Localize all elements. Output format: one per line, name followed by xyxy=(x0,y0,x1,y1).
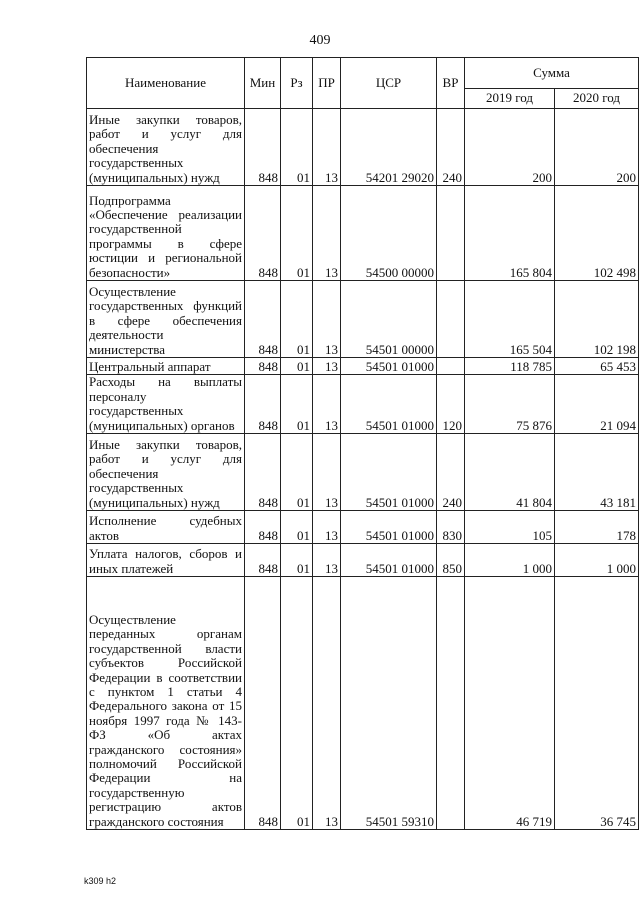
table-row xyxy=(87,358,639,375)
row-sum-2020: 36 745 xyxy=(555,577,639,830)
row-pr: 13 xyxy=(313,281,341,358)
row-name: Центральный аппарат xyxy=(87,358,245,375)
row-name: Иные закупки товаров, работ и услуг для обеспечения государственных (муниципальных) нужд xyxy=(87,434,245,511)
row-sum-2020: 65 453 xyxy=(555,358,639,375)
row-rz: 01 xyxy=(281,434,313,511)
row-min: 848 xyxy=(245,375,281,434)
row-name: Расходы на выплаты персоналу государственных (муниципальных) органов xyxy=(87,375,245,434)
footer-code: k309 h2 xyxy=(84,876,117,886)
col-header-vr: ВР xyxy=(437,58,465,109)
row-pr: 13 xyxy=(313,375,341,434)
row-min: 848 xyxy=(245,109,281,186)
row-csr: 54501 01000 xyxy=(341,358,437,375)
row-sum-2020: 1 000 xyxy=(555,544,639,577)
col-header-sum: Сумма xyxy=(465,58,639,89)
row-sum-2020: 43 181 xyxy=(555,434,639,511)
row-rz: 01 xyxy=(281,544,313,577)
row-min: 848 xyxy=(245,511,281,544)
row-csr: 54501 01000 xyxy=(341,511,437,544)
header-row xyxy=(87,58,639,89)
row-pr: 13 xyxy=(313,358,341,375)
row-sum-2020: 178 xyxy=(555,511,639,544)
row-sum-2020: 21 094 xyxy=(555,375,639,434)
table-row xyxy=(87,375,639,434)
row-name: Осуществление переданных органам государственной власти субъектов Российской Федерации в соответствии с пунктом 1 статьи 4 Федерального закона от 15 ноября 1997 года № 143-ФЗ «Об актах гражданского состояния» полномочий Российской Федерации на государственную регистрацию актов гражданского состояния xyxy=(87,577,245,830)
row-sum-2019: 46 719 xyxy=(465,577,555,830)
row-rz: 01 xyxy=(281,358,313,375)
row-vr: 120 xyxy=(437,375,465,434)
row-csr: 54501 59310 xyxy=(341,577,437,830)
row-pr: 13 xyxy=(313,577,341,830)
row-pr: 13 xyxy=(313,109,341,186)
row-name: Иные закупки товаров, работ и услуг для обеспечения государственных (муниципальных) нужд xyxy=(87,109,245,186)
col-header-2019: 2019 год xyxy=(465,89,555,109)
table-row xyxy=(87,577,639,830)
row-rz: 01 xyxy=(281,186,313,281)
row-name: Подпрограмма «Обеспечение реализации государственной программы в сфере юстиции и региональной безопасности» xyxy=(87,186,245,281)
row-pr: 13 xyxy=(313,544,341,577)
row-sum-2019: 200 xyxy=(465,109,555,186)
row-sum-2019: 165 504 xyxy=(465,281,555,358)
row-csr: 54501 01000 xyxy=(341,375,437,434)
col-header-csr: ЦСР xyxy=(341,58,437,109)
row-csr: 54500 00000 xyxy=(341,186,437,281)
row-sum-2019: 1 000 xyxy=(465,544,555,577)
row-vr: 850 xyxy=(437,544,465,577)
row-name: Исполнение судебных актов xyxy=(87,511,245,544)
row-min: 848 xyxy=(245,544,281,577)
row-sum-2020: 102 198 xyxy=(555,281,639,358)
col-header-2020: 2020 год xyxy=(555,89,639,109)
row-sum-2019: 118 785 xyxy=(465,358,555,375)
table-row xyxy=(87,109,639,186)
row-csr: 54201 29020 xyxy=(341,109,437,186)
row-pr: 13 xyxy=(313,434,341,511)
col-header-min: Мин xyxy=(245,58,281,109)
col-header-pr: ПР xyxy=(313,58,341,109)
row-csr: 54501 01000 xyxy=(341,434,437,511)
row-min: 848 xyxy=(245,577,281,830)
row-sum-2019: 165 804 xyxy=(465,186,555,281)
row-csr: 54501 01000 xyxy=(341,544,437,577)
col-header-name: Наименование xyxy=(87,58,245,109)
table-row xyxy=(87,186,639,281)
row-name: Уплата налогов, сборов и иных платежей xyxy=(87,544,245,577)
row-rz: 01 xyxy=(281,511,313,544)
row-rz: 01 xyxy=(281,375,313,434)
row-vr: 830 xyxy=(437,511,465,544)
row-vr xyxy=(437,186,465,281)
row-pr: 13 xyxy=(313,511,341,544)
row-min: 848 xyxy=(245,186,281,281)
table-row xyxy=(87,434,639,511)
row-sum-2019: 75 876 xyxy=(465,375,555,434)
row-vr: 240 xyxy=(437,109,465,186)
row-name: Осуществление государственных функций в сфере обеспечения деятельности министерства xyxy=(87,281,245,358)
row-csr: 54501 00000 xyxy=(341,281,437,358)
row-vr xyxy=(437,577,465,830)
table-row xyxy=(87,511,639,544)
table-row xyxy=(87,544,639,577)
row-pr: 13 xyxy=(313,186,341,281)
row-vr xyxy=(437,358,465,375)
table-row xyxy=(87,281,639,358)
row-rz: 01 xyxy=(281,281,313,358)
row-min: 848 xyxy=(245,434,281,511)
page-number: 409 xyxy=(309,33,331,48)
row-sum-2020: 200 xyxy=(555,109,639,186)
row-sum-2020: 102 498 xyxy=(555,186,639,281)
col-header-rz: Рз xyxy=(281,58,313,109)
budget-table xyxy=(86,57,639,830)
row-min: 848 xyxy=(245,281,281,358)
row-rz: 01 xyxy=(281,109,313,186)
row-rz: 01 xyxy=(281,577,313,830)
row-vr: 240 xyxy=(437,434,465,511)
row-vr xyxy=(437,281,465,358)
row-sum-2019: 105 xyxy=(465,511,555,544)
row-sum-2019: 41 804 xyxy=(465,434,555,511)
row-min: 848 xyxy=(245,358,281,375)
